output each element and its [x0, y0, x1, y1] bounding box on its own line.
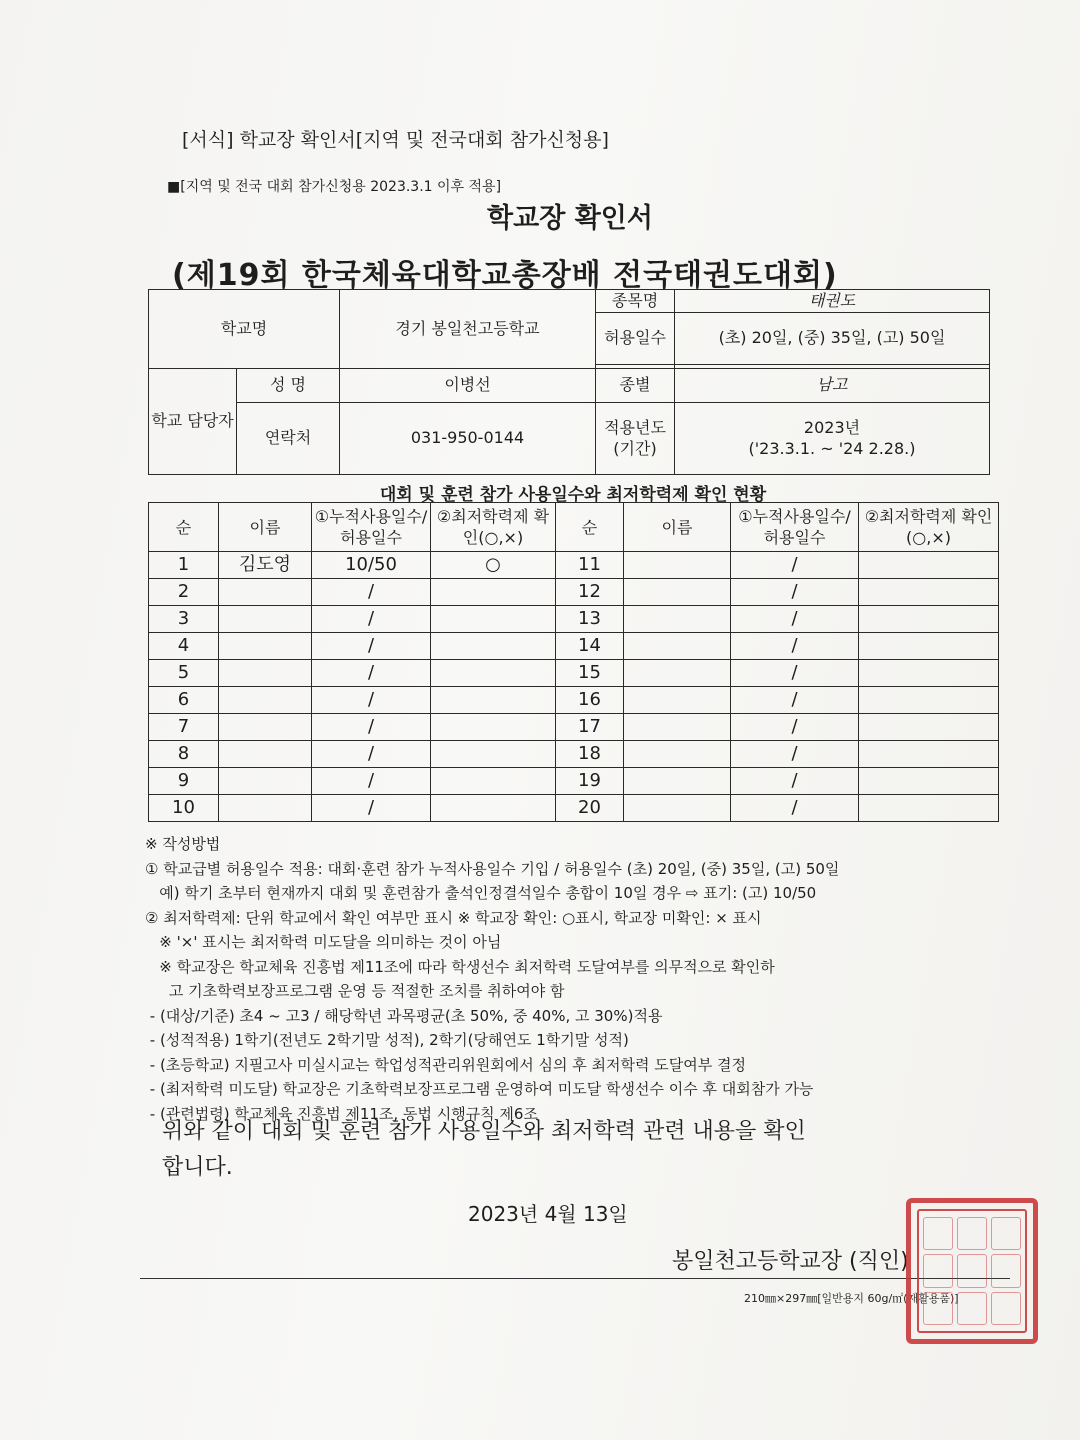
roster-cell-no-l: 5: [149, 660, 219, 687]
roster-cell-no-l: 9: [149, 768, 219, 795]
roster-cell-min-r: [859, 687, 999, 714]
roster-cell-name-l: [219, 741, 312, 768]
roster-cell-no-l: 2: [149, 579, 219, 606]
roster-cell-name-r: [624, 552, 731, 579]
roster-cell-name-l: [219, 579, 312, 606]
roster-cell-min-r: [859, 660, 999, 687]
allowed-days-label: 허용일수: [596, 312, 675, 364]
roster-cell-days-l: /: [312, 714, 431, 741]
note-line: ② 최저학력제: 단위 학교에서 확인 여부만 표시 ※ 학교장 확인: ○표시, 학교장 미확인: × 표시: [145, 908, 762, 927]
roster-row: [149, 660, 999, 687]
roster-cell-no-r: 18: [556, 741, 624, 768]
roster-cell-min-l: [431, 606, 556, 633]
footer-divider: [140, 1278, 1010, 1279]
roster-cell-no-l: 8: [149, 741, 219, 768]
roster-cell-min-r: [859, 795, 999, 822]
note-line: - (관련법령) 학교체육 진흥법 제11조, 동법 시행규칙 제6조: [145, 1104, 538, 1123]
roster-cell-no-r: 19: [556, 768, 624, 795]
roster-cell-min-r: [859, 741, 999, 768]
roster-cell-no-l: 10: [149, 795, 219, 822]
roster-cell-days-l: /: [312, 606, 431, 633]
roster-cell-min-l: [431, 579, 556, 606]
form-tag: [서식] 학교장 확인서[지역 및 전국대회 참가신청용]: [182, 129, 609, 151]
roster-cell-name-r: [624, 768, 731, 795]
page-subtitle: (제19회 한국체육대학교총장배 전국태권도대회): [172, 258, 838, 293]
paper-spec: 210㎜×297㎜[일반용지 60g/㎡(재활용품)]: [744, 1292, 959, 1305]
issue-date: 2023년 4월 13일: [468, 1202, 628, 1226]
col-min-right: ②최저학력제 확인(○,×): [859, 503, 999, 552]
roster-cell-days-l: /: [312, 768, 431, 795]
roster-cell-no-r: 17: [556, 714, 624, 741]
note-line: - (초등학교) 지필고사 미실시교는 학업성적관리위원회에서 심의 후 최저학력 도달여부 결정: [145, 1055, 746, 1074]
notes-heading: ※ 작성방법: [145, 835, 221, 853]
roster-cell-name-l: [219, 633, 312, 660]
roster-cell-min-l: [431, 768, 556, 795]
confirmation-text: [162, 1114, 806, 1186]
roster-cell-no-r: 16: [556, 687, 624, 714]
school-label: 학교명: [149, 290, 340, 369]
roster-cell-name-r: [624, 795, 731, 822]
roster-table: [148, 502, 999, 822]
roster-row: [149, 714, 999, 741]
roster-cell-days-r: /: [731, 768, 859, 795]
roster-cell-min-l: [431, 741, 556, 768]
roster-cell-days-l: /: [312, 660, 431, 687]
roster-cell-days-l: /: [312, 687, 431, 714]
col-min-left: ②최저학력제 확인(○,×): [431, 503, 556, 552]
roster-cell-min-r: [859, 714, 999, 741]
roster-cell-no-l: 7: [149, 714, 219, 741]
note-line: 예) 학기 초부터 현재까지 대회 및 훈련참가 출석인정결석일수 총합이 10일 경우 ⇨ 표기: (고) 10/50: [145, 884, 817, 902]
roster-cell-name-r: [624, 579, 731, 606]
roster-header: [149, 503, 999, 552]
roster-cell-min-r: [859, 633, 999, 660]
col-name-left: 이름: [219, 503, 312, 552]
note-line: ※ '×' 표시는 최저학력 미도달을 의미하는 것이 아님: [145, 933, 502, 951]
roster-cell-name-l: [219, 714, 312, 741]
roster-cell-days-r: /: [731, 714, 859, 741]
roster-row: [149, 795, 999, 822]
roster-cell-min-l: [431, 714, 556, 741]
roster-cell-no-l: 3: [149, 606, 219, 633]
roster-cell-no-l: 4: [149, 633, 219, 660]
roster-cell-days-l: /: [312, 633, 431, 660]
roster-cell-days-l: 10/50: [312, 552, 431, 579]
principal-signature: 봉일천고등학교장 (직인): [672, 1249, 909, 1274]
page-title: 학교장 확인서: [487, 203, 653, 234]
roster-cell-name-r: [624, 687, 731, 714]
roster-row: [149, 552, 999, 579]
roster-cell-min-l: [431, 687, 556, 714]
roster-cell-no-r: 12: [556, 579, 624, 606]
applied-note: ■[지역 및 전국 대회 참가신청용 2023.3.1 이후 적용]: [167, 179, 502, 195]
category-value: 남고: [675, 368, 990, 402]
school-info-table: [148, 289, 990, 475]
manager-label: 학교 담당자: [149, 368, 237, 474]
roster-row: [149, 606, 999, 633]
col-no-right: 순: [556, 503, 624, 552]
roster-cell-name-r: [624, 714, 731, 741]
roster-row: [149, 741, 999, 768]
roster-row: [149, 768, 999, 795]
roster-cell-days-l: /: [312, 795, 431, 822]
roster-cell-days-r: /: [731, 552, 859, 579]
roster-cell-days-r: /: [731, 606, 859, 633]
col-days-left: ①누적사용일수/허용일수: [312, 503, 431, 552]
note-line: - (최저학력 미도달) 학교장은 기초학력보장프로그램 운영하여 미도달 학생선수 이수 후 대회참가 가능: [145, 1080, 814, 1098]
col-no-left: 순: [149, 503, 219, 552]
contact-value: 031-950-0144: [340, 402, 596, 474]
name-label: 성 명: [237, 368, 340, 402]
roster-cell-name-l: [219, 687, 312, 714]
roster-cell-min-r: [859, 552, 999, 579]
roster-cell-min-l: [431, 795, 556, 822]
roster-cell-name-l: 김도영: [219, 552, 312, 579]
roster-section-title: 대회 및 훈련 참가 사용일수와 최저학력제 확인 현황: [379, 485, 767, 505]
roster-cell-name-l: [219, 768, 312, 795]
roster-cell-min-r: [859, 606, 999, 633]
roster-cell-name-r: [624, 633, 731, 660]
name-value: 이병선: [340, 368, 596, 402]
roster-cell-days-r: /: [731, 687, 859, 714]
roster-cell-name-r: [624, 741, 731, 768]
contact-label: 연락처: [237, 402, 340, 474]
allowed-days-value: (초) 20일, (중) 35일, (고) 50일: [675, 312, 990, 364]
roster-cell-min-l: [431, 633, 556, 660]
event-label: 종목명: [596, 290, 675, 313]
year-value: 2023년: [803, 417, 861, 437]
col-days-right: ①누적사용일수/허용일수: [731, 503, 859, 552]
event-value: 태권도: [675, 290, 990, 313]
year-label: 적용년도 (기간): [596, 402, 675, 474]
roster-cell-min-l: [431, 660, 556, 687]
roster-cell-name-l: [219, 606, 312, 633]
school-value: 경기 봉일천고등학교: [340, 290, 596, 369]
roster-cell-days-r: /: [731, 633, 859, 660]
roster-cell-name-r: [624, 660, 731, 687]
official-seal-icon: [906, 1198, 1038, 1344]
confirm-line-1: 위와 같이 대회 및 훈련 참가 사용일수와 최저학력 관련 내용을 확인: [162, 1119, 806, 1144]
note-line: - (대상/기준) 초4 ~ 고3 / 해당학년 과목평균(초 50%, 중 40%, 고 30%)적용: [145, 1006, 663, 1025]
writing-guide: [145, 832, 839, 1126]
roster-cell-min-r: [859, 768, 999, 795]
roster-row: [149, 579, 999, 606]
roster-cell-no-r: 15: [556, 660, 624, 687]
col-name-right: 이름: [624, 503, 731, 552]
roster-row: [149, 687, 999, 714]
roster-cell-days-r: /: [731, 660, 859, 687]
roster-cell-no-l: 6: [149, 687, 219, 714]
category-label: 종별: [596, 368, 675, 402]
roster-cell-name-r: [624, 606, 731, 633]
note-line: - (성적적용) 1학기(전년도 2학기말 성적), 2학기(당해연도 1학기말 성적): [145, 1031, 629, 1049]
roster-cell-no-l: 1: [149, 552, 219, 579]
roster-cell-no-r: 14: [556, 633, 624, 660]
roster-cell-no-r: 20: [556, 795, 624, 822]
roster-cell-name-l: [219, 795, 312, 822]
period-value: ('23.3.1. ~ '24 2.28.): [748, 439, 916, 459]
note-line: ※ 학교장은 학교체육 진흥법 제11조에 따라 학생선수 최저학력 도달여부를 의무적으로 확인하: [145, 957, 775, 976]
roster-cell-name-l: [219, 660, 312, 687]
roster-cell-min-r: [859, 579, 999, 606]
note-line: 고 기초학력보장프로그램 운영 등 적절한 조치를 취하여야 함: [145, 982, 565, 1000]
roster-cell-no-r: 13: [556, 606, 624, 633]
roster-cell-days-r: /: [731, 795, 859, 822]
year-cell: [675, 402, 990, 474]
confirm-line-2: 합니다.: [162, 1155, 233, 1180]
roster-row: [149, 633, 999, 660]
roster-cell-min-l: ○: [431, 552, 556, 579]
roster-cell-days-l: /: [312, 741, 431, 768]
roster-cell-no-r: 11: [556, 552, 624, 579]
roster-cell-days-r: /: [731, 579, 859, 606]
roster-cell-days-l: /: [312, 579, 431, 606]
roster-cell-days-r: /: [731, 741, 859, 768]
note-line: ① 학교급별 허용일수 적용: 대회·훈련 참가 누적사용일수 기입 / 허용일수 (초) 20일, (중) 35일, (고) 50일: [145, 859, 840, 878]
